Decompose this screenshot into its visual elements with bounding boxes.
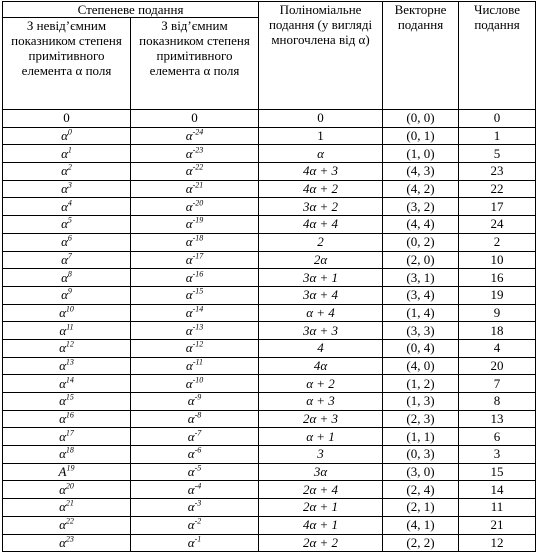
vector-cell: (3, 2) <box>383 198 459 216</box>
polynomial-cell: 2α <box>259 251 383 269</box>
numeric-cell: 24 <box>459 216 536 234</box>
negative-power-cell: $\alpha^{-23}$ <box>131 145 259 163</box>
vector-cell: (2, 4) <box>383 481 459 499</box>
negative-power-cell: $\alpha^{-4}$ <box>131 481 259 499</box>
polynomial-cell: 4α + 2 <box>259 180 383 198</box>
negative-power-cell: $\alpha^{-19}$ <box>131 216 259 234</box>
positive-power-cell: $\alpha^9$ <box>3 286 131 304</box>
numeric-cell: 23 <box>459 163 536 181</box>
positive-power-cell: $A^{19}$ <box>3 463 131 481</box>
table-row <box>3 410 536 428</box>
table-row <box>3 322 536 340</box>
vector-cell: (1, 2) <box>383 375 459 393</box>
table-row <box>3 216 536 234</box>
table-row <box>3 269 536 287</box>
positive-power-cell: 0 <box>3 110 131 128</box>
vector-cell: (1, 4) <box>383 304 459 322</box>
negative-power-cell: $\alpha^{-18}$ <box>131 233 259 251</box>
table-row <box>3 286 536 304</box>
positive-power-cell: $\alpha^{10}$ <box>3 304 131 322</box>
negative-power-cell: $\alpha^{-11}$ <box>131 357 259 375</box>
table-row <box>3 198 536 216</box>
numeric-cell: 8 <box>459 393 536 411</box>
negative-power-cell: $\alpha^{-9}$ <box>131 393 259 411</box>
negative-power-cell: $\alpha^{-17}$ <box>131 251 259 269</box>
vector-cell: (4, 0) <box>383 357 459 375</box>
table-row <box>3 428 536 446</box>
polynomial-cell: 3α + 4 <box>259 286 383 304</box>
positive-power-cell: $\alpha^{22}$ <box>3 516 131 534</box>
negative-power-cell: $\alpha^{-12}$ <box>131 339 259 357</box>
positive-power-cell: $\alpha^8$ <box>3 269 131 287</box>
positive-power-cell: $\alpha^{17}$ <box>3 428 131 446</box>
numeric-cell: 22 <box>459 180 536 198</box>
polynomial-cell: 4α + 3 <box>259 163 383 181</box>
numeric-cell: 20 <box>459 357 536 375</box>
table-row <box>3 393 536 411</box>
table-row <box>3 233 536 251</box>
polynomial-cell: 4α + 1 <box>259 516 383 534</box>
vector-representation-header: Векторне подання <box>383 2 459 110</box>
polynomial-cell: 2α + 1 <box>259 499 383 517</box>
vector-cell: (1, 1) <box>383 428 459 446</box>
vector-cell: (0, 3) <box>383 446 459 464</box>
vector-cell: (3, 4) <box>383 286 459 304</box>
positive-power-cell: $\alpha^1$ <box>3 145 131 163</box>
negative-power-cell: $\alpha^{-7}$ <box>131 428 259 446</box>
positive-power-cell: $\alpha^7$ <box>3 251 131 269</box>
negative-exponent-header: З від’ємним показником степеня примітивного елемента α поля <box>131 18 259 110</box>
positive-power-cell: $\alpha^6$ <box>3 233 131 251</box>
numeric-cell: 10 <box>459 251 536 269</box>
polynomial-cell: 4α + 4 <box>259 216 383 234</box>
numeric-cell: 2 <box>459 233 536 251</box>
table-row <box>3 304 536 322</box>
table-row <box>3 145 536 163</box>
polynomial-cell: 3α + 1 <box>259 269 383 287</box>
numeric-cell: 13 <box>459 410 536 428</box>
positive-power-cell: $\alpha^3$ <box>3 180 131 198</box>
polynomial-cell: 4α <box>259 357 383 375</box>
field-elements-table <box>2 1 536 552</box>
table-row <box>3 180 536 198</box>
positive-power-cell: $\alpha^{21}$ <box>3 499 131 517</box>
vector-cell: (0, 0) <box>383 110 459 128</box>
positive-power-cell: $\alpha^4$ <box>3 198 131 216</box>
numeric-cell: 14 <box>459 481 536 499</box>
negative-power-cell: $\alpha^{-13}$ <box>131 322 259 340</box>
table-row <box>3 110 536 128</box>
negative-power-cell: 0 <box>131 110 259 128</box>
negative-power-cell: $\alpha^{-5}$ <box>131 463 259 481</box>
polynomial-cell: 2α + 2 <box>259 534 383 552</box>
numeric-cell: 5 <box>459 145 536 163</box>
nonnegative-exponent-header: З невід’ємним показником степеня примітивного елемента α поля <box>3 18 131 110</box>
negative-power-cell: $\alpha^{-22}$ <box>131 163 259 181</box>
table-body <box>3 110 536 552</box>
negative-power-cell: $\alpha^{-14}$ <box>131 304 259 322</box>
numeric-cell: 3 <box>459 446 536 464</box>
numeric-cell: 9 <box>459 304 536 322</box>
table-row <box>3 127 536 145</box>
negative-power-cell: $\alpha^{-20}$ <box>131 198 259 216</box>
table-row <box>3 499 536 517</box>
vector-cell: (3, 3) <box>383 322 459 340</box>
numeric-cell: 4 <box>459 339 536 357</box>
positive-power-cell: $\alpha^{20}$ <box>3 481 131 499</box>
positive-power-cell: $\alpha^{16}$ <box>3 410 131 428</box>
polynomial-cell: 0 <box>259 110 383 128</box>
vector-cell: (2, 0) <box>383 251 459 269</box>
polynomial-cell: 3α <box>259 463 383 481</box>
positive-power-cell: $\alpha^{18}$ <box>3 446 131 464</box>
numeric-cell: 21 <box>459 516 536 534</box>
polynomial-representation-header: Поліноміальне подання (у вигляді многочлена від α) <box>259 2 383 110</box>
negative-power-cell: $\alpha^{-15}$ <box>131 286 259 304</box>
positive-power-cell: $\alpha^{14}$ <box>3 375 131 393</box>
numeric-cell: 16 <box>459 269 536 287</box>
table-row <box>3 481 536 499</box>
vector-cell: (4, 1) <box>383 516 459 534</box>
table-row <box>3 446 536 464</box>
table-row <box>3 251 536 269</box>
polynomial-cell: 4 <box>259 339 383 357</box>
positive-power-cell: $\alpha^{12}$ <box>3 339 131 357</box>
table-row <box>3 463 536 481</box>
power-representation-header: Степеневе подання <box>3 2 259 18</box>
polynomial-cell: α + 2 <box>259 375 383 393</box>
table-row <box>3 534 536 552</box>
positive-power-cell: $\alpha^{15}$ <box>3 393 131 411</box>
polynomial-cell: α <box>259 145 383 163</box>
vector-cell: (2, 3) <box>383 410 459 428</box>
polynomial-cell: 3α + 3 <box>259 322 383 340</box>
numeric-cell: 19 <box>459 286 536 304</box>
polynomial-cell: 2 <box>259 233 383 251</box>
table-row <box>3 375 536 393</box>
vector-cell: (2, 2) <box>383 534 459 552</box>
polynomial-cell: 3 <box>259 446 383 464</box>
numeric-cell: 0 <box>459 110 536 128</box>
vector-cell: (4, 2) <box>383 180 459 198</box>
polynomial-cell: 3α + 2 <box>259 198 383 216</box>
negative-power-cell: $\alpha^{-10}$ <box>131 375 259 393</box>
vector-cell: (1, 0) <box>383 145 459 163</box>
negative-power-cell: $\alpha^{-16}$ <box>131 269 259 287</box>
vector-cell: (0, 1) <box>383 127 459 145</box>
vector-cell: (4, 4) <box>383 216 459 234</box>
numeric-cell: 12 <box>459 534 536 552</box>
negative-power-cell: $\alpha^{-24}$ <box>131 127 259 145</box>
table-row <box>3 357 536 375</box>
negative-power-cell: $\alpha^{-6}$ <box>131 446 259 464</box>
polynomial-cell: α + 4 <box>259 304 383 322</box>
numeric-cell: 17 <box>459 198 536 216</box>
table-row <box>3 339 536 357</box>
polynomial-cell: α + 1 <box>259 428 383 446</box>
numeric-cell: 7 <box>459 375 536 393</box>
polynomial-cell: 2α + 4 <box>259 481 383 499</box>
negative-power-cell: $\alpha^{-3}$ <box>131 499 259 517</box>
numeric-cell: 1 <box>459 127 536 145</box>
vector-cell: (1, 3) <box>383 393 459 411</box>
positive-power-cell: $\alpha^0$ <box>3 127 131 145</box>
vector-cell: (4, 3) <box>383 163 459 181</box>
polynomial-cell: 2α + 3 <box>259 410 383 428</box>
table-row <box>3 163 536 181</box>
vector-cell: (2, 1) <box>383 499 459 517</box>
table-row <box>3 516 536 534</box>
numeric-cell: 15 <box>459 463 536 481</box>
positive-power-cell: $\alpha^{23}$ <box>3 534 131 552</box>
positive-power-cell: $\alpha^{11}$ <box>3 322 131 340</box>
vector-cell: (3, 1) <box>383 269 459 287</box>
positive-power-cell: $\alpha^5$ <box>3 216 131 234</box>
vector-cell: (3, 0) <box>383 463 459 481</box>
positive-power-cell: $\alpha^2$ <box>3 163 131 181</box>
negative-power-cell: $\alpha^{-1}$ <box>131 534 259 552</box>
positive-power-cell: $\alpha^{13}$ <box>3 357 131 375</box>
numeric-representation-header: Числове подання <box>459 2 536 110</box>
negative-power-cell: $\alpha^{-21}$ <box>131 180 259 198</box>
polynomial-cell: α + 3 <box>259 393 383 411</box>
numeric-cell: 18 <box>459 322 536 340</box>
vector-cell: (0, 4) <box>383 339 459 357</box>
negative-power-cell: $\alpha^{-2}$ <box>131 516 259 534</box>
negative-power-cell: $\alpha^{-8}$ <box>131 410 259 428</box>
vector-cell: (0, 2) <box>383 233 459 251</box>
numeric-cell: 6 <box>459 428 536 446</box>
numeric-cell: 11 <box>459 499 536 517</box>
polynomial-cell: 1 <box>259 127 383 145</box>
